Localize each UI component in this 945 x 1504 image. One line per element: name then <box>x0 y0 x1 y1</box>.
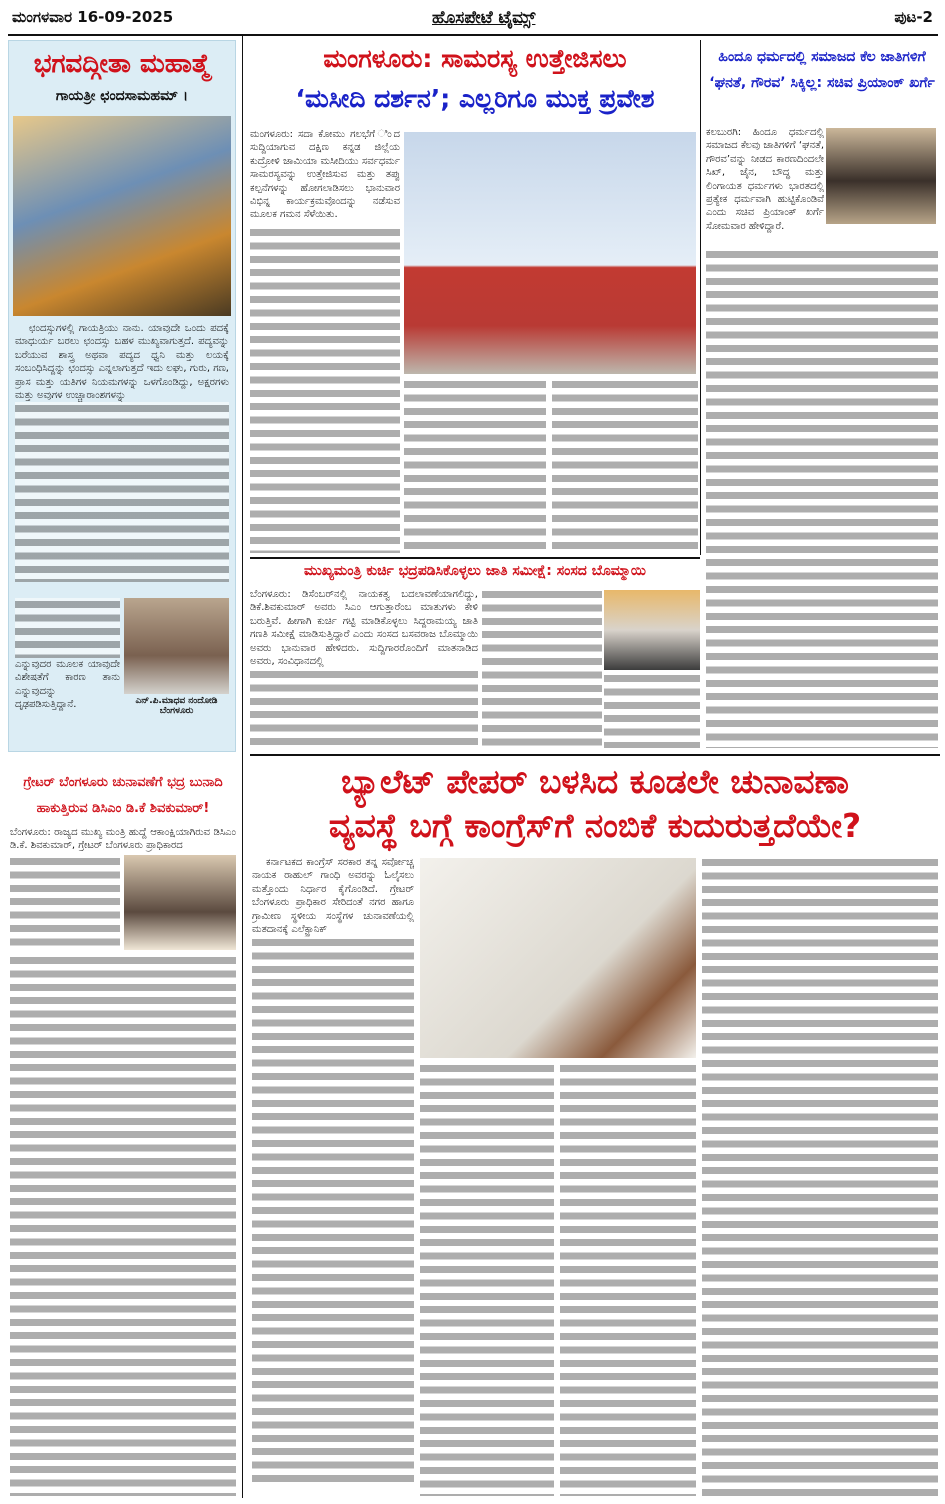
krishna-arjuna-image <box>13 116 231 316</box>
divider <box>250 557 700 559</box>
gita-subhead: ಗಾಯತ್ರೀ ಛಂದಸಾಮಹಮ್ । <box>55 88 189 104</box>
ballot-paper-image <box>420 858 696 1058</box>
ballot-headline-2: ವ್ಯವಸ್ಥೆ ಬಗ್ಗೆ ಕಾಂಗ್ರೆಸ್‌ಗೆ ನಂಬಿಕೆ ಕುದುರುತ್ತದೆಯೇ? <box>328 806 862 845</box>
ballot-body-col2 <box>420 1062 554 1496</box>
mangaluru-body-col2 <box>404 378 546 550</box>
divider <box>700 40 701 555</box>
bommai-body: ಬೆಂಗಳೂರು: ಡಿಸೆಂಬರ್‌ನಲ್ಲಿ ನಾಯಕತ್ವ ಬದಲಾವಣೆಯಾಗಲಿದ್ದು, ಡಿಕೆ.ಶಿವಕುಮಾರ್ ಅವರು ಸಿಎಂ ಆಗುತ್ತಾರೆಂಬ ಮಾತುಗಳು ಕೇಳಿ ಬರುತ್ತಿವೆ. ಹೀಗಾಗಿ ಕುರ್ಚಿ ಗಟ್ಟಿ ಮಾಡಿಕೊಳ್ಳಲು ಸಿದ್ದರಾಮಯ್ಯ ಜಾತಿ ಗಣತಿ ಸಮೀಕ್ಷೆ ಮಾಡಿಸುತ್ತಿದ್ದಾರೆ ಎಂದು ಸಂಸದ ಬಸವರಾಜ ಬೊಮ್ಮಾಯಿ ಅವರು ಭಾನುವಾರ ಹೇಳಿದರು. ಸುದ್ದಿಗಾರರೊಂದಿಗೆ ಮಾತನಾಡಿದ ಅವರು, ಸಂವಿಧಾನದಲ್ಲಿ <box>250 588 478 748</box>
author-photo <box>124 598 229 694</box>
ballot-body: ಕರ್ನಾಟಕದ ಕಾಂಗ್ರೆಸ್ ಸರಕಾರ ತನ್ನ ಸರ್ವೋಚ್ಚ ನಾಯಕ ರಾಹುಲ್ ಗಾಂಧಿ ಅವರನ್ನು ಓಲೈಸಲು ಮತ್ತೊಂದು ನಿರ್ಧಾರ ಕೈಗೊಂಡಿದೆ. ಗ್ರೇಟರ್ ಬೆಂಗಳೂರು ಪ್ರಾಧಿಕಾರ ಸೇರಿದಂತೆ ನಗರ ಹಾಗೂ ಗ್ರಾಮೀಣ ಸ್ಥಳೀಯ ಸಂಸ್ಥೆಗಳ ಚುನಾವಣೆಯಲ್ಲಿ ಮತದಾನಕ್ಕೆ ಎಲೆಕ್ಟ್ರಾನಿಕ್ <box>252 856 414 1496</box>
bommai-headline: ಮುಖ್ಯಮಂತ್ರಿ ಕುರ್ಚಿ ಭದ್ರಪಡಿಸಿಕೊಳ್ಳಲು ಜಾತಿ ಸಮೀಕ್ಷೆ: ಸಂಸದ ಬೊಮ್ಮಾಯಿ <box>304 563 646 579</box>
masthead-rule <box>8 34 938 36</box>
gita-section <box>8 40 236 752</box>
gita-body-end: ಎನ್ನುವುದರ ಮೂಲಕ ಯಾವುದೇ ವಿಶೇಷತೆಗೆ ಕಾರಣ ತಾನು ಎನ್ನುವುದನ್ನು ದೃಢಪಡಿಸುತ್ತಿದ್ದಾನೆ. <box>15 598 120 728</box>
ballot-body-col3 <box>560 1062 696 1496</box>
page-number: ಪುಟ-2 <box>894 8 933 26</box>
ballot-body-col4 <box>702 856 938 1496</box>
bommai-body-col2 <box>482 588 602 748</box>
newspaper-title: ಹೊಸಪೇಟೆ ಟೈಮ್ಸ್ <box>432 8 536 28</box>
dks-body: ಬೆಂಗಳೂರು: ರಾಜ್ಯದ ಮುಖ್ಯ ಮಂತ್ರಿ ಹುದ್ದೆ ಆಕಾಂಕ್ಷಿಯಾಗಿರುವ ಡಿಸಿಎಂ ಡಿ.ಕೆ. ಶಿವಕುಮಾರ್, ಗ್ರೇಟರ್ ಬೆಂಗಳೂರು ಪ್ರಾಧಿಕಾರದ <box>10 826 236 1496</box>
kharge-body-cont <box>706 248 938 748</box>
dks-photo <box>124 855 236 950</box>
mangaluru-headline-1: ಮಂಗಳೂರು: ಸಾಮರಸ್ಯ ಉತ್ತೇಜಿಸಲು <box>323 44 627 73</box>
divider <box>250 754 940 756</box>
kharge-body: ಕಲಬುರಗಿ: ಹಿಂದೂ ಧರ್ಮದಲ್ಲಿ ಸಮಾಜದ ಕೆಲವು ಜಾತಿಗಳಿಗೆ ‘ಘನತೆ, ಗೌರವ’ವನ್ನು ನೀಡದ ಕಾರಣದಿಂದಲೇ ಸಿಖ್, ಜೈನ, ಬೌದ್ಧ ಮತ್ತು ಲಿಂಗಾಯತ ಧರ್ಮಗಳು ಭಾರತದಲ್ಲಿ ಪ್ರತ್ಯೇಕ ಧರ್ಮವಾಗಿ ಹುಟ್ಟಿಕೊಂಡಿವೆ ಎಂದು ಸಚಿವ ಪ್ರಿಯಾಂಕ್ ಖರ್ಗೆ ಸೋಮವಾರ ಹೇಳಿದ್ದಾರೆ. <box>706 127 824 232</box>
kharge-photo <box>826 128 936 224</box>
author-place: ಬೆಂಗಳೂರು <box>159 706 194 716</box>
gita-body: ಛಂದಸ್ಸುಗಳಲ್ಲಿ ಗಾಯತ್ರಿಯು ನಾನು. ಯಾವುದೇ ಒಂದು ಪದಕ್ಕೆ ಮಾಧುರ್ಯ ಬರಲು ಛಂದಸ್ಸು ಬಹಳ ಮುಖ್ಯವಾಗುತ್ತದೆ. ಪದ್ಯವನ್ನು ಬರೆಯುವ ಶಾಸ್ತ್ರ ಅಥವಾ ಪದ್ಯದ ಧ್ವನಿ ಮತ್ತು ಲಯಕ್ಕೆ ಸಂಬಂಧಿಸಿದ್ದನ್ನು ಛಂದಸ್ಸು ಎನ್ನಲಾಗುತ್ತದೆ ಇದು ಲಘು, ಗುರು, ಗಣ, ಪ್ರಾಸ ಮತ್ತು ಯತಿಗಳ ನಿಯಮಗಳನ್ನು ಒಳಗೊಂಡಿದ್ದು, ಅಕ್ಷರಗಳು ಮತ್ತು ಅವುಗಳ ಉಚ್ಚಾರಾಂಶಗಳನ್ನು <box>15 322 229 598</box>
gita-headline: ಭಗವದ್ಗೀತಾ ಮಹಾತ್ಮೆ <box>33 49 211 79</box>
bommai-body-col3 <box>604 672 700 748</box>
kharge-headline: ಹಿಂದೂ ಧರ್ಮದಲ್ಲಿ ಸಮಾಜದ ಕೆಲ ಜಾತಿಗಳಿಗೆ ‘ಘನತೆ, ಗೌರವ’ ಸಿಕ್ಕಿಲ್ಲ: ಸಚಿವ ಪ್ರಿಯಾಂಕ್ ಖರ್ಗೆ <box>709 49 935 91</box>
bommai-photo <box>604 590 700 670</box>
issue-date: ಮಂಗಳವಾರ 16-09-2025 <box>12 8 174 26</box>
mosque-image <box>404 132 696 374</box>
mangaluru-body: ಮಂಗಳೂರು: ಸದಾ ಕೋಮು ಗಲಭೆಗೆ ಿಂದ ಸುದ್ದಿಯಾಗುವ ದಕ್ಷಿಣ ಕನ್ನಡ ಜಿಲ್ಲೆಯ ಕುದ್ರೋಳಿ ಜಾಮಿಯಾ ಮಸೀದಿಯು ಸರ್ವಧರ್ಮ ಸಾಮರಸ್ಯವನ್ನು ಉತ್ತೇಜಿಸುವ ಮತ್ತು ತಪ್ಪು ಕಲ್ಪನೆಗಳನ್ನು ಹೋಗಲಾಡಿಸಲು ಭಾನುವಾರ ವಿಭಿನ್ನ ಕಾರ್ಯಕ್ರಮವೊಂದನ್ನು ನಡೆಸುವ ಮೂಲಕ ಗಮನ ಸೆಳೆಯಿತು. <box>250 128 400 553</box>
dks-headline: ಗ್ರೇಟರ್ ಬೆಂಗಳೂರು ಚುನಾವಣೆಗೆ ಭದ್ರ ಬುನಾದಿ ಹಾಕುತ್ತಿರುವ ಡಿಸಿಎಂ ಡಿ.ಕೆ ಶಿವಕುಮಾರ್! <box>23 775 223 816</box>
column-divider <box>242 36 243 1498</box>
mangaluru-body-col3 <box>552 378 698 550</box>
ballot-headline-1: ಬ್ಯಾಲೆಟ್ ಪೇಪರ್ ಬಳಸಿದ ಕೂಡಲೇ ಚುನಾವಣಾ <box>341 762 849 801</box>
author-name: ಎನ್.ಪಿ.ಮಾಧವ ನಂದೋಡಿ <box>135 696 218 706</box>
mangaluru-headline-2: ‘ಮಸೀದಿ ದರ್ಶನ’; ಎಲ್ಲರಿಗೂ ಮುಕ್ತ ಪ್ರವೇಶ <box>295 84 655 113</box>
